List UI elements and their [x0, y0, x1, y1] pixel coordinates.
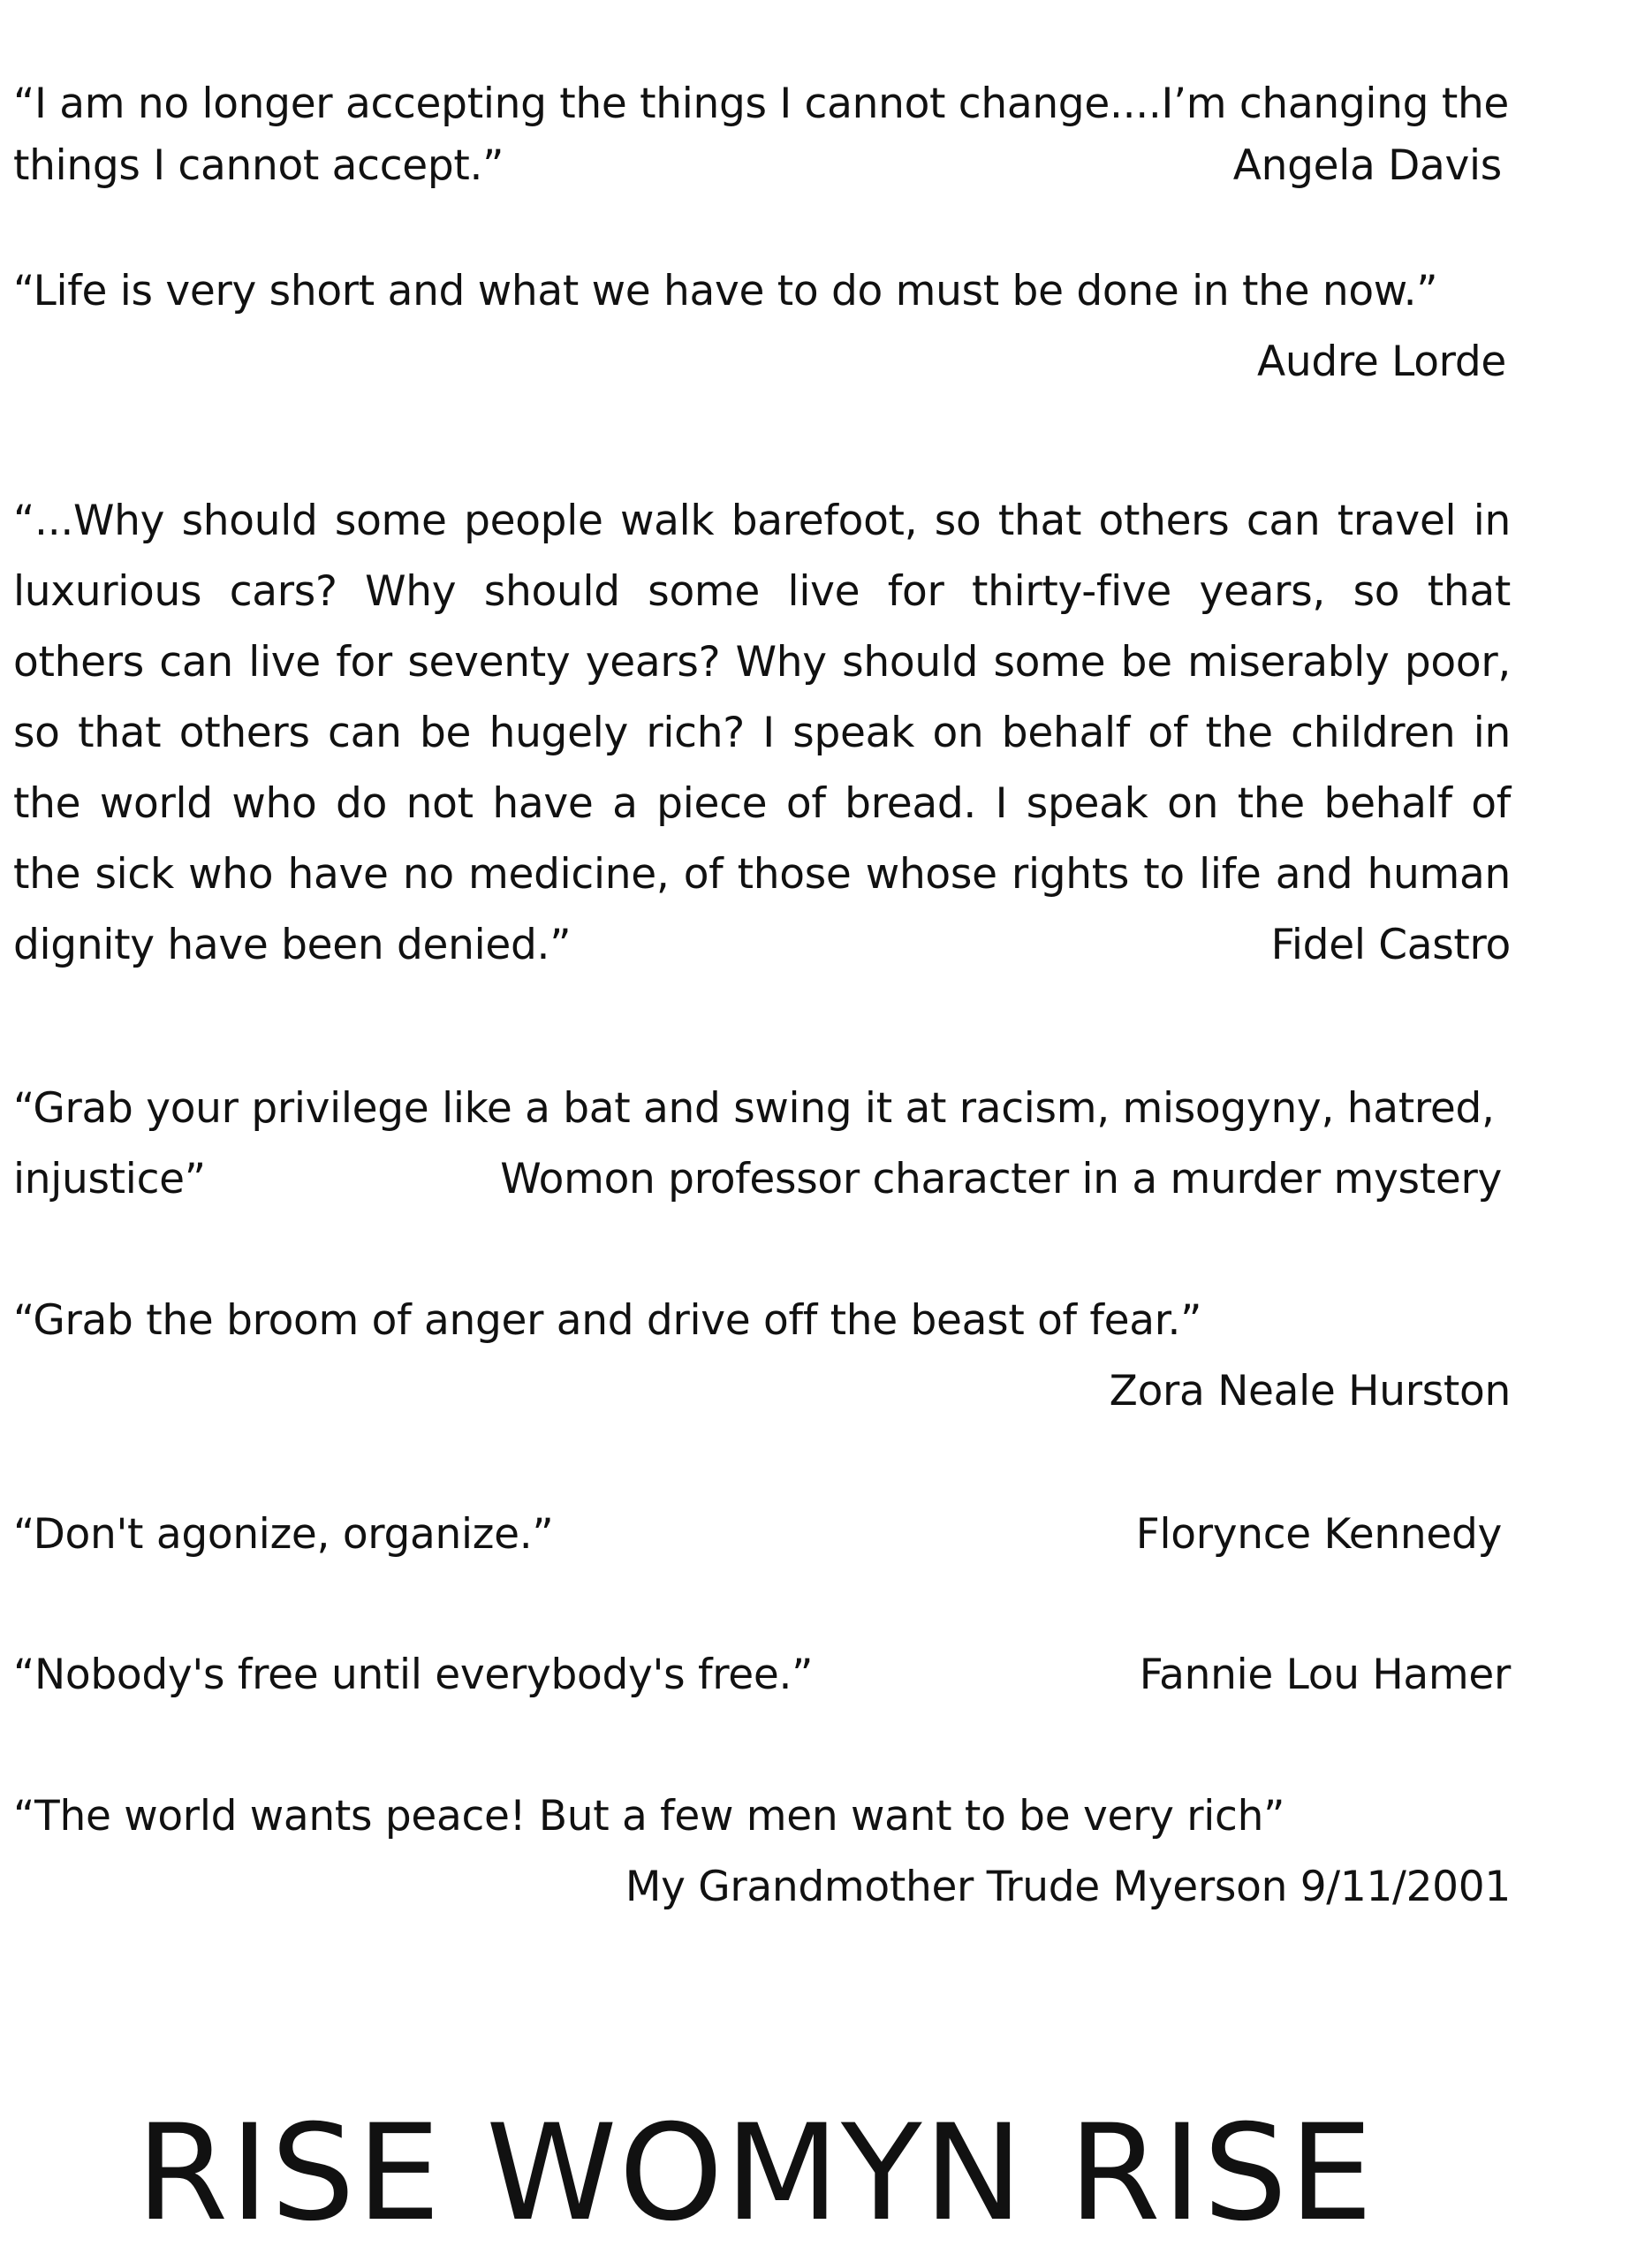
- quote-line: “I am no longer accepting the things I cannot change....I’m changing the: [13, 80, 1510, 128]
- quote-author: Fidel Castro: [1270, 921, 1511, 969]
- quote-line: “Don't agonize, organize.”: [13, 1510, 554, 1559]
- quote-line: “...Why should some people walk barefoot, so that others can travel in: [13, 497, 1511, 545]
- banner-heading: RISE WOMYN RISE: [136, 2097, 1375, 2251]
- quote-line: others can live for seventy years? Why should some be miserably poor,: [13, 638, 1511, 687]
- quote-author: Fannie Lou Hamer: [1139, 1651, 1511, 1699]
- quote-line: injustice”: [13, 1155, 206, 1203]
- quote-line: things I cannot accept.”: [13, 141, 504, 190]
- quote-line: “Nobody's free until everybody's free.”: [13, 1651, 814, 1699]
- quote-line: “The world wants peace! But a few men want to be very rich”: [13, 1792, 1285, 1841]
- quote-line: “Life is very short and what we have to do must be done in the now.”: [13, 267, 1438, 315]
- quote-author: Womon professor character in a murder mystery: [500, 1155, 1502, 1203]
- quote-line: luxurious cars? Why should some live for thirty-five years, so that: [13, 567, 1511, 616]
- quote-author: Angela Davis: [1232, 141, 1502, 190]
- quote-line: the sick who have no medicine, of those whose rights to life and human: [13, 850, 1511, 899]
- quote-author: Audre Lorde: [1257, 338, 1506, 386]
- quote-line: so that others can be hugely rich? I speak on behalf of the children in: [13, 709, 1511, 757]
- quote-line: “Grab your privilege like a bat and swing it at racism, misogyny, hatred,: [13, 1084, 1495, 1133]
- quote-line: “Grab the broom of anger and drive off the beast of fear.”: [13, 1296, 1202, 1345]
- quote-author: Zora Neale Hurston: [1109, 1367, 1511, 1416]
- quote-author: Florynce Kennedy: [1135, 1510, 1502, 1559]
- quote-line: dignity have been denied.”: [13, 921, 572, 969]
- quote-author: My Grandmother Trude Myerson 9/11/2001: [625, 1863, 1511, 1911]
- quote-line: the world who do not have a piece of bread. I speak on the behalf of: [13, 779, 1511, 828]
